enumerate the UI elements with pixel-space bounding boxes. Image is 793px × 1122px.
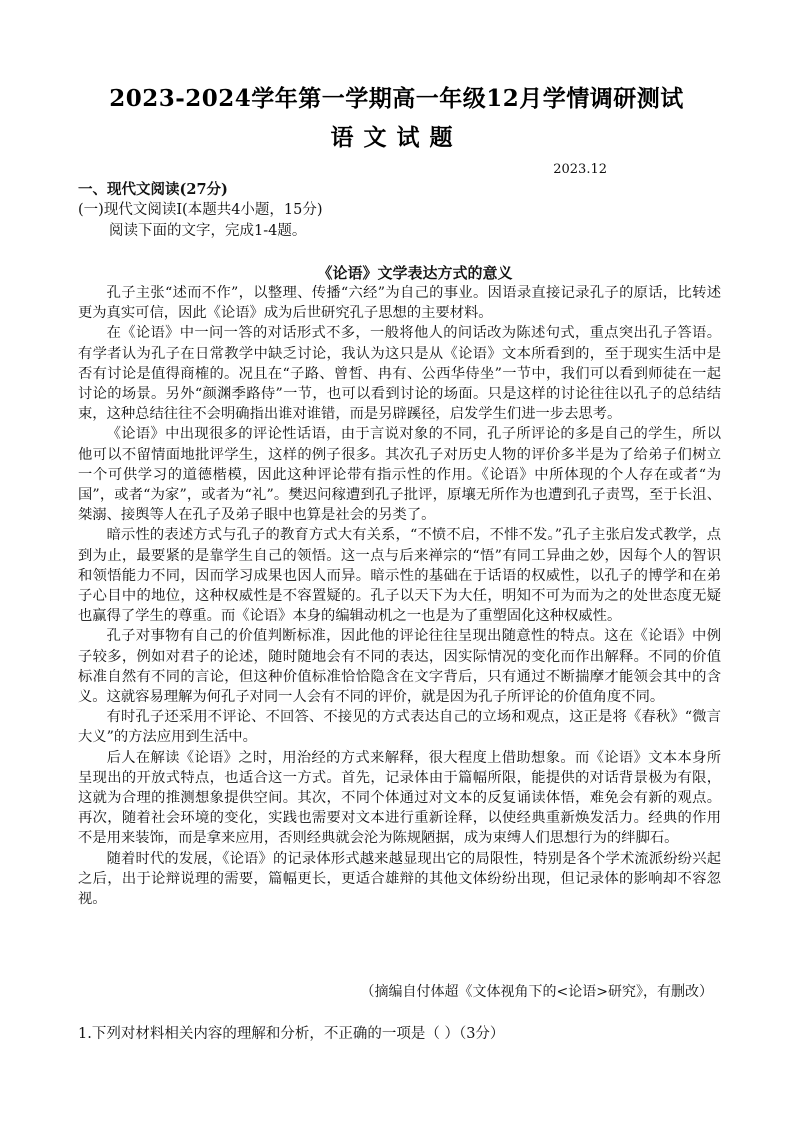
article-source: （摘编自付体超《文体视角下的<论语>研究》，有删改） [360, 984, 713, 1000]
article-paragraph: 孔子对事物有自己的价值判断标准，因此他的评论往往呈现出随意性的特点。这在《论语》中例子较多，例如对君子的论述，随时随地会有不同的表达，因实际情况的变化而作出解释。不同的价值标准自然有不同的言论，但这种价值标准恰恰隐含在文字背后，只有通过不断揣摩才能领会其中的含义。这就容易理解为何孔子对同一人会有不同的评价，就是因为孔子所评论的价值角度不同。 [78, 628, 721, 706]
section-instruction: 阅读下面的文字，完成1-4题。 [109, 223, 307, 239]
article-title: 《论语》文学表达方式的意义 [317, 264, 513, 282]
article-paragraph: 孔子主张“述而不作”，以整理、传播“六经”为自己的事业。因语录直接记录孔子的原话，比转述更为真实可信，因此《论语》成为后世研究孔子思想的主要材料。 [78, 285, 721, 322]
exam-title: 2023-2024学年第一学期高一年级12月学情调研测试 [109, 85, 684, 112]
exam-date: 2023.12 [553, 162, 607, 177]
article-paragraph: 随着时代的发展，《论语》的记录体形式越来越显现出它的局限性，特别是各个学术流派纷纷兴起之后，出于论辩说理的需要，篇幅更长，更适合雄辩的其他文体纷纷出现，但记录体的影响却不容忽视。 [78, 850, 721, 908]
subject-title: 语文试题 [330, 124, 463, 151]
article-body [78, 283, 721, 909]
article-paragraph: 在《论语》中一问一答的对话形式不多，一般将他人的问话改为陈述句式，重点突出孔子答语。有学者认为孔子在日常教学中缺乏讨论，我认为这只是从《论语》文本所看到的，至于现实生活中是否有讨论是值得商榷的。况且在“子路、曾皙、冉有、公西华侍坐”一节中，我们可以看到师徒在一起讨论的场景。另外“颜渊季路侍”一节，也可以看到讨论的场面。只是这样的讨论往往以孔子的总结结束，这种总结往往不会明确指出谁对谁错，而是另辟蹊径，启发学生们进一步去思考。 [78, 325, 721, 423]
article-paragraph: 《论语》中出现很多的评论性话语，由于言说对象的不同，孔子所评论的多是自己的学生，所以他可以不留情面地批评学生，这样的例子很多。其次孔子对历史人物的评价多半是为了给弟子们树立一个可供学习的道德楷模，因此这种评论带有指示性的作用。《论语》中所体现的个人存在或者“为国”，或者“为家”，或者为“礼”。樊迟问稼遭到孔子批评，原壤无所作为也遭到孔子责骂，至于长沮、桀溺、接舆等人在孔子及弟子眼中也算是社会的另类了。 [78, 426, 721, 524]
article-paragraph: 暗示性的表述方式与孔子的教育方式大有关系，“不愤不启，不悱不发。”孔子主张启发式教学，点到为止，最要紧的是靠学生自己的领悟。这一点与后来禅宗的“悟”有同工异曲之妙，因每个人的智识和领悟能力不同，因而学习成果也因人而异。暗示性的基础在于话语的权威性，以孔子的博学和在弟子心目中的地位，这种权威性是不容置疑的。孔子以天下为大任，明知不可为而为之的处世态度无疑也赢得了学生的尊重。而《论语》本身的编辑动机之一也是为了重塑固化这种权威性。 [78, 527, 721, 625]
article-paragraph: 有时孔子还采用不评论、不回答、不接见的方式表达自己的立场和观点，这正是将《春秋》“微言大义”的方法应用到生活中。 [78, 709, 721, 746]
article-paragraph: 后人在解读《论语》之时，用治经的方式来解释，很大程度上借助想象。而《论语》文本本身所呈现出的开放式特点，也适合这一方式。首先，记录体由于篇幅所限，能提供的对话背景极为有限，这就为合理的推测想象提供空间。其次，不同个体通过对文本的反复诵读体悟，难免会有新的观点。再次，随着社会环境的变化，实践也需要对文本进行重新诠释，以使经典重新焕发活力。经典的作用不是用来装饰，而是拿来应用，否则经典就会沦为陈规陋据，成为束缚人们思想行为的绊脚石。 [78, 749, 721, 847]
section-subheading: (一)现代文阅读Ⅰ(本题共4小题，15分) [78, 202, 323, 218]
section-heading: 一、现代文阅读(27分) [78, 181, 228, 198]
question-1: 1.下列对材料相关内容的理解和分析，不正确的一项是（ ）（3分） [78, 1026, 505, 1042]
